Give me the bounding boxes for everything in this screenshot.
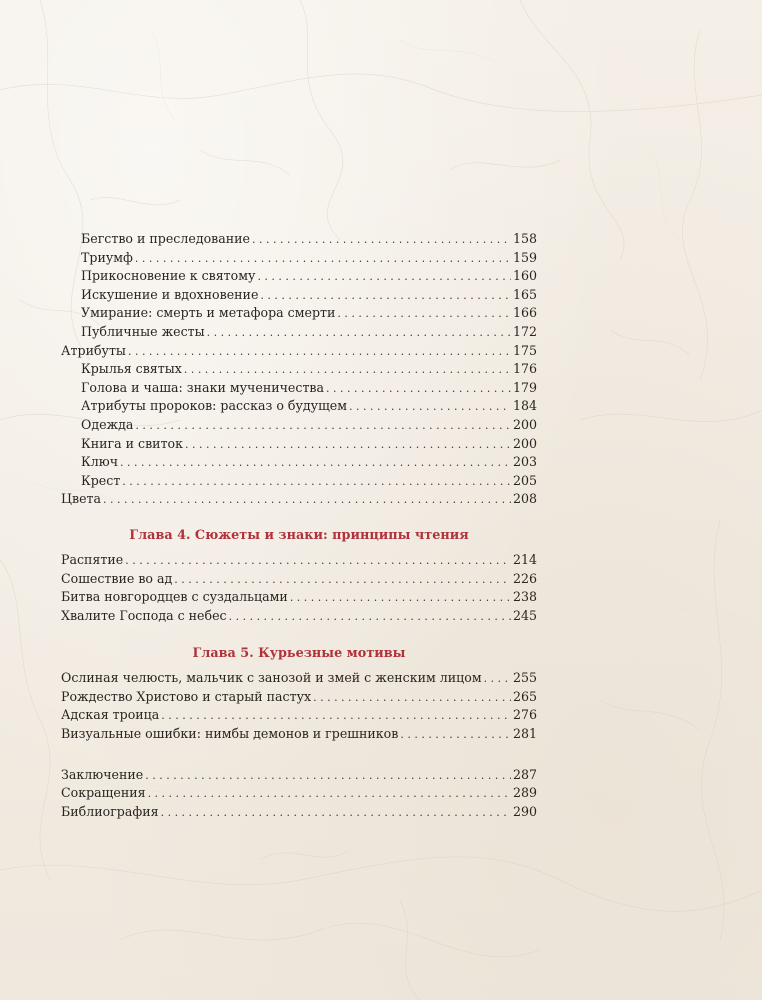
end-matter-entry-row [61,784,537,803]
toc-entry-title: Триумф [81,249,133,265]
toc-entry-page-number: 179 [512,379,537,395]
toc-entry-page-number: 165 [512,286,537,302]
toc-entry-page-number: 226 [512,570,537,586]
toc-entry-page-number: 176 [512,361,537,377]
chapter-4-entry-row [61,551,537,570]
toc-entry-title: Хвалите Господа с небес [61,607,227,623]
toc-entry-row [61,342,537,361]
toc-entry-page-number: 205 [512,472,537,488]
chapter-4-entry-row [61,607,537,626]
toc-entry-row [61,472,537,491]
dot-leader [145,767,511,786]
dot-leader [120,454,511,473]
toc-entry-title: Крылья святых [81,361,182,377]
dot-leader [484,670,511,689]
end-matter-entry-row [61,803,537,822]
dot-leader [252,231,511,250]
end-matter-entries [61,766,537,822]
toc-entry-page-number: 289 [512,785,537,801]
toc-entry-page-number: 158 [512,231,537,246]
toc-entry-page-number: 255 [512,670,537,686]
chapter-5-entries [61,669,537,743]
dot-leader [313,689,511,708]
toc-entry-row [61,490,537,509]
dot-leader [128,343,511,362]
chapter-5-entry-row [61,688,537,707]
toc-entry-page-number: 184 [512,398,537,414]
end-matter-entry-row [61,766,537,785]
toc-entry-title: Книга и свиток [81,435,183,451]
toc-entry-title: Голова и чаша: знаки мученичества [81,379,325,395]
dot-leader [185,436,511,455]
toc-entry-row [61,435,537,454]
dot-leader [349,398,511,417]
dot-leader [125,552,511,571]
toc-entry-title: Одежда [81,416,134,432]
dot-leader [148,785,511,804]
toc-entry-page-number: 245 [512,607,537,623]
toc-entry-page-number: 214 [512,551,537,567]
toc-entry-title: Библиография [61,803,159,819]
toc-entry-page-number: 203 [512,454,537,470]
toc-entry-title: Адская троица [61,707,160,723]
dot-leader [260,287,511,306]
toc-entry-title: Искушение и вдохновение [81,286,259,302]
toc-entry-row [61,267,537,286]
toc-entry-row [61,453,537,472]
toc-entry-page-number: 166 [512,305,537,321]
toc-entry-page-number: 160 [512,268,537,284]
toc-entry-title: Умирание: смерть и метафора смерти [81,305,336,321]
toc-entry-page-number: 159 [512,249,537,265]
toc-entry-title: Цвета [61,491,102,507]
toc-entry-title: Публичные жесты [81,323,205,339]
toc-entry-page-number: 208 [512,491,537,507]
dot-leader [326,380,511,399]
chapter-4-entries [61,551,537,625]
toc-entry-title: Атрибуты [61,342,126,358]
toc-entry-row [61,230,537,249]
dot-leader [337,305,511,324]
toc-entry-title: Заключение [61,766,144,782]
chapter-5-entry-row [61,725,537,744]
chapter-5-entry-row [61,706,537,725]
toc-entry-page-number: 200 [512,435,537,451]
toc-entry-page-number: 238 [512,589,537,605]
dot-leader [103,491,511,510]
toc-entry-title: Ключ [81,454,119,470]
toc-entry-page-number: 172 [512,323,537,339]
dot-leader [257,268,511,287]
toc-entry-row [61,416,537,435]
toc-entry-row [61,360,537,379]
dot-leader [229,608,511,627]
toc-entry-page-number: 281 [512,726,537,742]
dot-leader [174,571,511,590]
dot-leader [184,361,511,380]
toc-entry-page-number: 175 [512,342,537,358]
toc-entry-title: Крест [81,472,121,488]
toc-entry-title: Сошествие во ад [61,570,173,586]
dot-leader [135,250,511,269]
toc-entry-title: Визуальные ошибки: нимбы демонов и грешников [61,726,399,742]
toc-entry-row [61,249,537,268]
dot-leader [161,707,511,726]
toc-entry-page-number: 265 [512,688,537,704]
dot-leader [135,417,511,436]
toc-entry-row [61,323,537,342]
toc-entry-title: Распятие [61,551,124,567]
dot-leader [122,473,511,492]
toc-entry-title: Рождество Христово и старый пастух [61,688,312,704]
chapter-5-entry-row [61,669,537,688]
toc-entry-title: Прикосновение к святому [81,268,256,284]
dot-leader [207,324,511,343]
table-of-contents [61,230,537,821]
toc-entry-title: Ослиная челюсть, мальчик с занозой и змей с женским лицом [61,670,482,686]
toc-entry-page-number: 287 [512,766,537,782]
toc-section-attributes [61,230,537,509]
toc-entry-title: Битва новгородцев с суздальцами [61,589,288,605]
dot-leader [161,804,511,823]
toc-entry-title: Бегство и преследование [81,231,250,246]
dot-leader [290,589,511,608]
toc-entry-row [61,379,537,398]
toc-entry-page-number: 276 [512,707,537,723]
dot-leader [400,726,511,745]
toc-entry-row [61,286,537,305]
chapter-4-entry-row [61,588,537,607]
chapter-4-entry-row [61,570,537,589]
chapter-4-heading: Глава 4. Сюжеты и знаки: принципы чтения [129,527,469,543]
chapter-5-heading: Глава 5. Курьезные мотивы [192,646,406,662]
toc-entry-row [61,397,537,416]
toc-entry-page-number: 290 [512,803,537,819]
toc-entry-title: Атрибуты пророков: рассказ о будущем [81,398,348,414]
toc-entry-title: Сокращения [61,785,146,801]
toc-entry-page-number: 200 [512,416,537,432]
toc-entry-row [61,304,537,323]
